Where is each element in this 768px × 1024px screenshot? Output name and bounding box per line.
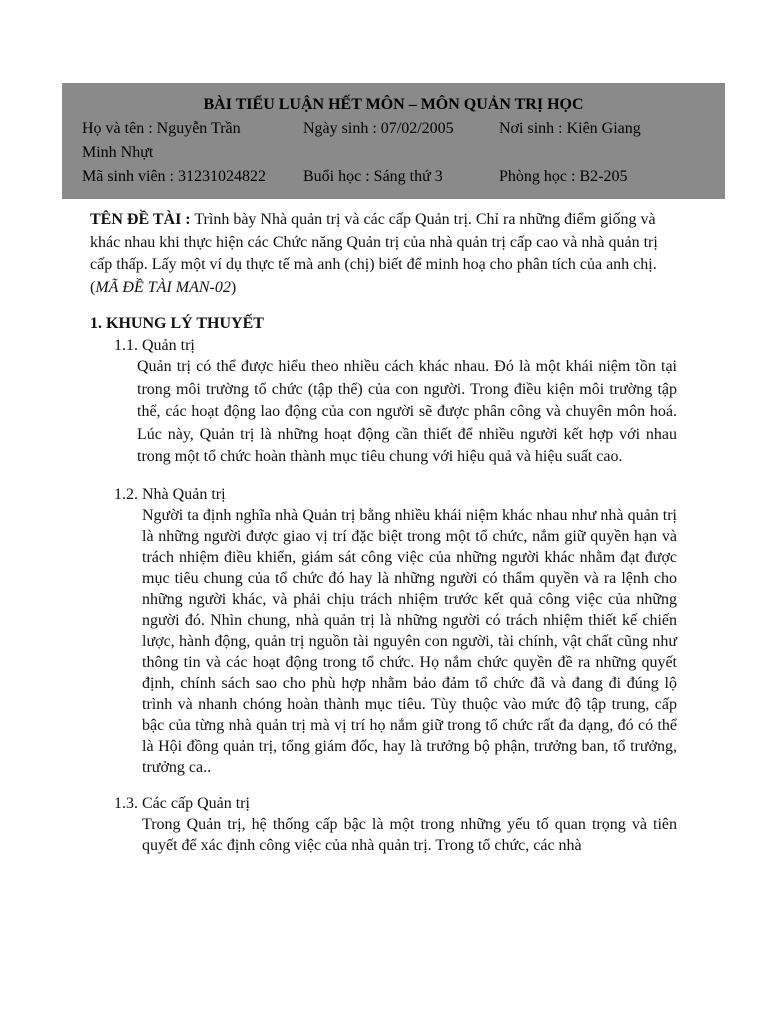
subsection-heading-1-1: 1.1. Quản trị [114, 337, 195, 354]
document-title: BÀI TIỂU LUẬN HẾT MÔN – MÔN QUẢN TRỊ HỌC [203, 96, 584, 113]
topic-code: MÃ ĐỀ TÀI MAN-02 [95, 278, 231, 296]
classroom: Phòng học : B2-205 [499, 168, 628, 185]
student-info-row-3 [82, 165, 725, 189]
paragraph-1-3: Trong Quản trị, hệ thống cấp bậc là một trong những yếu tố quan trọng và tiên quyết để xác định công việc của nhà quản trị. Trong tổ chức, các nhà [142, 815, 677, 854]
date-of-birth: Ngày sinh : 07/02/2005 [303, 120, 454, 137]
student-info-row-2 [82, 141, 725, 165]
student-name: Họ và tên : Nguyễn Trần [82, 120, 241, 137]
document-header [62, 83, 725, 199]
paragraph-1-2: Người ta định nghĩa nhà Quản trị bằng nhiều khái niệm khác nhau như nhà quản trị là những người được giao vị trí đặc biệt trong một tổ chức, nắm giữ quyền hạn và trách nhiệm điều khiển, giám sát công việc của những người khác nhằm đạt được mục tiêu chung của tổ chức đó hay là những người có thẩm quyền và ra lệnh cho những người khác, và phải chịu trách nhiệm trước kết quả công việc của những người đó. Nhìn chung, nhà quản trị là những người có trách nhiệm thiết kế chiến lược, hành động, quản trị nguồn tài nguyên con người, tài chính, vật chất cũng như thông tin và các hoạt động trong tổ chức. Họ nắm chức quyền đề ra những quyết định, chính sách sao cho phù hợp nhằm bảo đảm tổ chức đã và đang đi đúng lộ trình và nhanh chóng hoàn thành mục tiêu. Tùy thuộc vào mức độ tập trung, cấp bậc của từng nhà quản trị mà vị trí họ nắm giữ trong tổ chức rất đa dạng, đó có thể là Hội đồng quản trị, tổng giám đốc, hay là trưởng bộ phận, trưởng ban, tổ trưởng, trưởng ca.. [142, 506, 677, 776]
topic-text: Trình bày Nhà quản trị và các cấp Quản trị. Chỉ ra những điểm giống và khác nhau khi thực hiện các Chức năng Quản trị của nhà quản trị cấp cao và nhà quản trị cấp thấp. Lấy một ví dụ thực tế mà anh (chị) biết để minh hoạ cho phân tích của anh chị. ( [90, 211, 658, 296]
section-heading-1: 1. KHUNG LÝ THUYẾT [90, 315, 264, 332]
class-session: Buổi học : Sáng thứ 3 [303, 168, 443, 185]
subsection-heading-1-3: 1.3. Các cấp Quản trị [114, 794, 250, 812]
student-info-row-1 [82, 117, 725, 141]
paragraph-1-1: Quản trị có thể được hiểu theo nhiều cách khác nhau. Đó là một khái niệm tồn tại trong môi trường tổ chức (tập thể) của con người. Trong điều kiện môi trường tập thể, các hoạt động lao động của con người sẽ được phân công và chuyên môn hoá. Lúc này, Quản trị là những hoạt động cần thiết để nhiều người kết hợp với nhau trong một tổ chức hoàn thành mục tiêu chung với hiệu quả và hiệu suất cao. [137, 358, 677, 465]
subsection-heading-1-2: 1.2. Nhà Quản trị [114, 485, 226, 503]
topic-paragraph [90, 209, 677, 299]
student-name-continued: Minh Nhựt [82, 144, 154, 161]
topic-close: ) [230, 278, 237, 296]
student-id: Mã sinh viên : 31231024822 [82, 168, 266, 185]
topic-label: TÊN ĐỀ TÀI : [90, 211, 191, 228]
birthplace: Nơi sinh : Kiên Giang [499, 120, 641, 137]
document-body [90, 209, 677, 856]
